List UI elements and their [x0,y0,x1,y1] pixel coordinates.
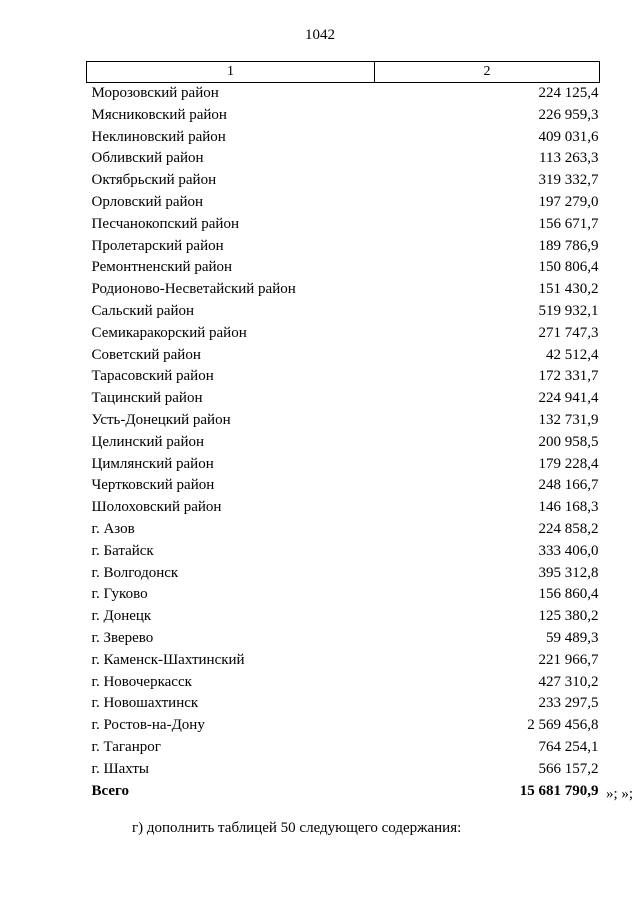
district-name: г. Шахты [91,760,150,777]
table-row [87,584,600,606]
table-row [87,672,600,694]
district-value: 409 031,6 [538,128,599,145]
district-name: Семикаракорский район [91,324,247,341]
district-name: г. Новочеркасск [91,673,192,690]
total-label: Всего [91,782,129,799]
column-header-1: 1 [87,62,375,83]
district-name: Неклиновский район [91,128,226,145]
district-value: 764 254,1 [538,738,599,755]
district-name: Шолоховский район [91,499,222,516]
district-value: 427 310,2 [538,673,599,690]
district-value: 42 512,4 [546,346,599,363]
district-value: 519 932,1 [538,302,599,319]
district-name: Орловский район [91,193,204,210]
table-row [87,432,600,454]
page-number: 1042 [305,27,335,43]
table-row [87,628,600,650]
district-value: 395 312,8 [538,564,599,581]
table-row [87,345,600,367]
table-row [87,737,600,759]
district-value: 156 860,4 [538,586,599,603]
table-row [87,759,600,781]
closing-paragraph: г) дополнить таблицей 50 следующего содержания: [132,820,462,836]
table-row [87,519,600,541]
district-value: 189 786,9 [538,237,599,254]
table-body [87,83,600,803]
district-value: 113 263,3 [539,150,599,167]
table-row [87,563,600,585]
data-table-container [86,61,600,802]
table-header-row [87,62,600,83]
district-value: 197 279,0 [538,193,599,210]
table-row [87,693,600,715]
district-name: г. Донецк [91,608,152,625]
district-name: Морозовский район [91,85,219,101]
district-value: 132 731,9 [538,411,599,428]
table-row [87,301,600,323]
district-name: г. Таганрог [91,738,161,755]
total-row [87,781,600,803]
district-name: г. Батайск [91,542,154,559]
district-value: 2 569 456,8 [527,717,599,734]
district-name: Обливский район [91,150,204,167]
district-value: 172 331,7 [538,368,599,385]
table-row [87,127,600,149]
district-name: г. Каменск-Шахтинский [91,651,245,668]
district-value: 224 125,4 [538,85,599,101]
table-row [87,366,600,388]
table-row [87,236,600,258]
district-value: 226 959,3 [538,106,599,123]
district-name: г. Волгодонск [91,564,179,581]
table-row [87,541,600,563]
table-row [87,214,600,236]
table-row [87,105,600,127]
district-name: г. Азов [91,520,135,537]
table-row [87,279,600,301]
table-row [87,606,600,628]
table-row [87,715,600,737]
table-row [87,497,600,519]
district-value: 319 332,7 [538,172,599,189]
district-value: 224 858,2 [538,520,599,537]
district-value: 233 297,5 [538,695,599,712]
district-value: 156 671,7 [538,215,599,232]
district-name: Ремонтненский район [91,259,233,276]
district-name: Чертковский район [91,477,215,494]
table-row [87,388,600,410]
table-row [87,192,600,214]
district-name: Тарасовский район [91,368,214,385]
table-row [87,257,600,279]
district-name: Пролетарский район [91,237,224,254]
district-value: 151 430,2 [538,281,599,298]
column-header-2: 2 [375,62,600,83]
district-name: Целинский район [91,433,204,450]
district-name: г. Зверево [91,629,154,646]
district-value: 333 406,0 [538,542,599,559]
district-value: 146 168,3 [538,499,599,516]
district-value: 221 966,7 [538,651,599,668]
district-name: Сальский район [91,302,195,319]
district-name: Тацинский район [91,390,203,407]
district-value: 566 157,2 [538,760,599,777]
table-row [87,410,600,432]
table-row [87,454,600,476]
district-value: 200 958,5 [538,433,599,450]
district-value: 179 228,4 [538,455,599,472]
table-row [87,650,600,672]
district-value: 125 380,2 [538,608,599,625]
district-name: Песчанокопский район [91,215,239,232]
district-value: 150 806,4 [538,259,599,276]
table-row [87,475,600,497]
table-row [87,148,600,170]
district-value: 59 489,3 [546,629,599,646]
total-suffix: »; »; [606,786,634,802]
district-name: Мясниковский район [91,106,227,123]
district-name: Цимлянский район [91,455,214,472]
district-name: Советский район [91,346,201,363]
district-name: Усть-Донецкий район [91,411,231,428]
total-value: 15 681 790,9 [519,782,599,799]
data-table [86,61,600,802]
district-name: Родионово-Несветайский район [91,281,296,298]
district-value: 248 166,7 [538,477,599,494]
table-row [87,323,600,345]
district-value: 271 747,3 [538,324,599,341]
district-value: 224 941,4 [538,390,599,407]
table-row [87,83,600,105]
district-name: Октябрьский район [91,172,217,189]
table-row [87,170,600,192]
district-name: г. Новошахтинск [91,695,199,712]
district-name: г. Ростов-на-Дону [91,717,205,734]
district-name: г. Гуково [91,586,148,603]
